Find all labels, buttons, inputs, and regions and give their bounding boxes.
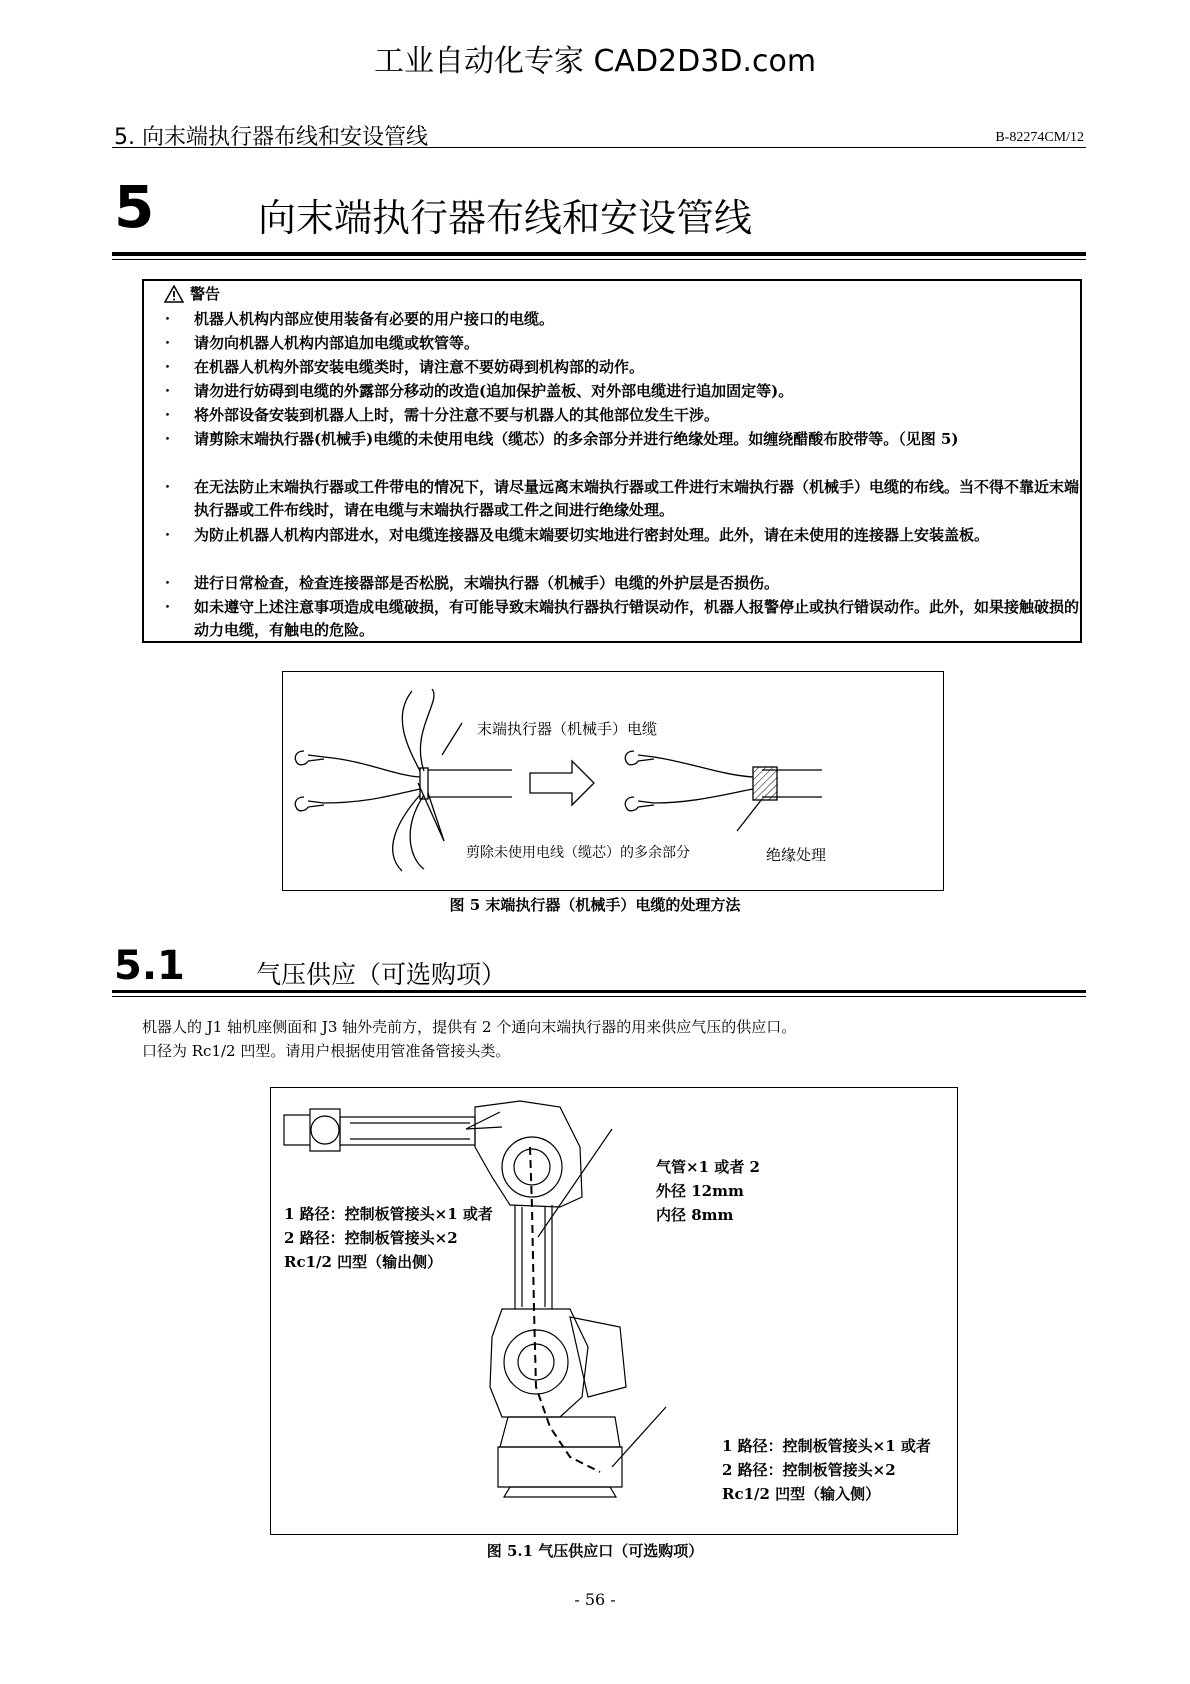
chapter-rule-thick bbox=[112, 252, 1086, 256]
figure5-caption: 图 5 末端执行器（机械手）电缆的处理方法 bbox=[449, 896, 741, 914]
unused-wire-top bbox=[402, 691, 420, 771]
cable-outline-left bbox=[422, 770, 512, 797]
section-number: 5.1 bbox=[114, 943, 185, 989]
running-header-doc-code: B-82274CM/12 bbox=[995, 130, 1084, 145]
bullet: ・ bbox=[160, 574, 176, 592]
leader-insulate bbox=[737, 799, 762, 831]
unused-wire-bottom-2 bbox=[410, 795, 424, 869]
warning-item bbox=[160, 476, 1080, 522]
arrow-right-outline bbox=[530, 761, 594, 805]
leader-tube bbox=[538, 1129, 612, 1237]
warning-item-text: 在机器人机构外部安装电缆类时，请注意不要妨碍到机构部的动作。 bbox=[194, 358, 645, 376]
bullet: ・ bbox=[160, 478, 176, 496]
warning-item bbox=[160, 524, 1080, 547]
running-header-section: 5. 向末端执行器布线和安设管线 bbox=[114, 125, 428, 150]
terminal-lug-top bbox=[295, 751, 324, 765]
warning-item-text: 请勿向机器人机构内部追加电缆或软管等。 bbox=[194, 334, 480, 352]
warning-item bbox=[160, 356, 1080, 379]
robot-forearm bbox=[340, 1117, 475, 1145]
chapter-number: 5 bbox=[114, 173, 155, 241]
callout-out-line1: 1 路径：控制板管接头×1 或者 bbox=[284, 1205, 493, 1223]
robot-wrist bbox=[284, 1109, 340, 1151]
leader-cable-label bbox=[442, 723, 462, 755]
warning-item bbox=[160, 308, 1080, 331]
section-rule-thick bbox=[112, 990, 1086, 993]
wrist-joint bbox=[311, 1116, 339, 1144]
bullet: ・ bbox=[160, 358, 176, 376]
fig5-label-insulate: 绝缘处理 bbox=[766, 846, 827, 864]
warning-item-text: 请剪除末端执行器(机械手)电缆的未使用电线（缆芯）的多余部分并进行绝缘处理。如缠绕醋酸布胶带等。（见图 5) bbox=[194, 430, 959, 448]
wire-right-top bbox=[654, 757, 753, 777]
fig5-label-cable: 末端执行器（机械手）电缆 bbox=[477, 720, 658, 738]
callout-in-line2: 2 路径：控制板管接头×2 bbox=[722, 1461, 896, 1479]
callout-tube-line2: 外径 12mm bbox=[656, 1182, 744, 1200]
warning-item bbox=[160, 572, 1080, 595]
terminal-right-top bbox=[625, 751, 654, 765]
figure51-caption: 图 5.1 气压供应口（可选购项） bbox=[486, 1542, 704, 1560]
callout-tube-line3: 内径 8mm bbox=[656, 1206, 734, 1224]
page-number: - 56 - bbox=[574, 1590, 616, 1609]
bullet: ・ bbox=[160, 382, 176, 400]
leader-out bbox=[466, 1112, 502, 1129]
watermark-text: 工业自动化专家 CAD2D3D.com bbox=[373, 44, 817, 79]
terminal-lug-bottom bbox=[295, 797, 324, 811]
callout-out-line2: 2 路径：控制板管接头×2 bbox=[284, 1229, 458, 1247]
callout-in-line1: 1 路径：控制板管接头×1 或者 bbox=[722, 1437, 931, 1455]
warning-item-text: 请勿进行妨碍到电缆的外露部分移动的改造(追加保护盖板、对外部电缆进行追加固定等)。 bbox=[194, 382, 794, 400]
chapter-rule-thin bbox=[112, 259, 1086, 260]
warning-item bbox=[160, 404, 1080, 427]
warning-item-text: 在无法防止末端执行器或工件带电的情况下，请尽量远离末端执行器或工件进行末端执行器（机械手）电缆的布线。当不得不靠近末端执行器或工件布线时，请在电缆与末端执行器或工件之间进行绝缘处理。 bbox=[194, 478, 1080, 519]
cable-end-left bbox=[420, 768, 428, 799]
terminal-right-bottom bbox=[625, 797, 654, 811]
fig5-label-cut: 剪除未使用电线（缆芯）的多余部分 bbox=[466, 845, 690, 861]
bullet: ・ bbox=[160, 526, 176, 544]
warning-item-text: 将外部设备安装到机器人上时，需十分注意不要与机器人的其他部位发生干涉。 bbox=[194, 406, 720, 424]
warning-item-text: 如未遵守上述注意事项造成电缆破损，有可能导致末端执行器执行错误动作，机器人报警停止或执行错误动作。此外，如果接触破损的动力电缆，有触电的危险。 bbox=[194, 598, 1080, 639]
warning-item-text: 机器人机构内部应使用装备有必要的用户接口的电缆。 bbox=[194, 310, 555, 328]
section-rule-thin bbox=[112, 996, 1086, 997]
warning-heading bbox=[164, 283, 220, 304]
section-title: 气压供应（可选购项） bbox=[256, 960, 507, 989]
robot-base-foot bbox=[504, 1487, 616, 1497]
insulation-block bbox=[753, 767, 777, 800]
robot-j2-housing bbox=[490, 1309, 588, 1417]
bullet: ・ bbox=[160, 310, 176, 328]
warning-triangle-icon bbox=[164, 285, 184, 303]
header-divider bbox=[112, 147, 1086, 148]
section-paragraph-line2: 口径为 Rc1/2 凹型。请用户根据使用管准备管接头类。 bbox=[142, 1042, 511, 1060]
robot-motor bbox=[570, 1317, 626, 1397]
warning-item-text: 进行日常检查，检查连接器部是否松脱，末端执行器（机械手）电缆的外护层是否损伤。 bbox=[194, 574, 780, 592]
callout-in-line3: Rc1/2 凹型（输入侧） bbox=[722, 1485, 881, 1503]
warning-item bbox=[160, 332, 1080, 355]
warning-title: 警告 bbox=[190, 285, 221, 303]
callout-out-port bbox=[284, 1202, 493, 1274]
callout-out-line3: Rc1/2 凹型（输出侧） bbox=[284, 1253, 443, 1271]
bullet: ・ bbox=[160, 598, 176, 616]
warning-item-text: 为防止机器人机构内部进水，对电缆连接器及电缆末端要切实地进行密封处理。此外，请在未使用的连接器上安装盖板。 bbox=[194, 526, 990, 544]
callout-air-tube bbox=[656, 1155, 760, 1227]
leader-in bbox=[612, 1407, 666, 1467]
section-paragraph-line1: 机器人的 J1 轴机座侧面和 J3 轴外壳前方，提供有 2 个通向末端执行器的用来供应气压的供应口。 bbox=[142, 1018, 797, 1036]
bullet: ・ bbox=[160, 406, 176, 424]
robot-base-plate bbox=[498, 1447, 622, 1487]
warning-item bbox=[160, 380, 1080, 403]
callout-tube-line1: 气管×1 或者 2 bbox=[656, 1158, 760, 1176]
wire-right-bottom bbox=[654, 789, 753, 803]
robot-forearm-inner bbox=[350, 1123, 470, 1139]
warning-item bbox=[160, 596, 1080, 642]
warning-item bbox=[160, 428, 1080, 451]
chapter-title: 向末端执行器布线和安设管线 bbox=[258, 196, 753, 240]
unused-wire-top-2 bbox=[420, 689, 434, 771]
bullet: ・ bbox=[160, 430, 176, 448]
wire-to-terminal-bottom bbox=[324, 789, 420, 803]
bullet: ・ bbox=[160, 334, 176, 352]
leader-cut-2 bbox=[428, 793, 444, 841]
wire-to-terminal-top bbox=[324, 757, 420, 777]
callout-in-port bbox=[722, 1434, 931, 1506]
leader-cut-1 bbox=[418, 783, 444, 841]
